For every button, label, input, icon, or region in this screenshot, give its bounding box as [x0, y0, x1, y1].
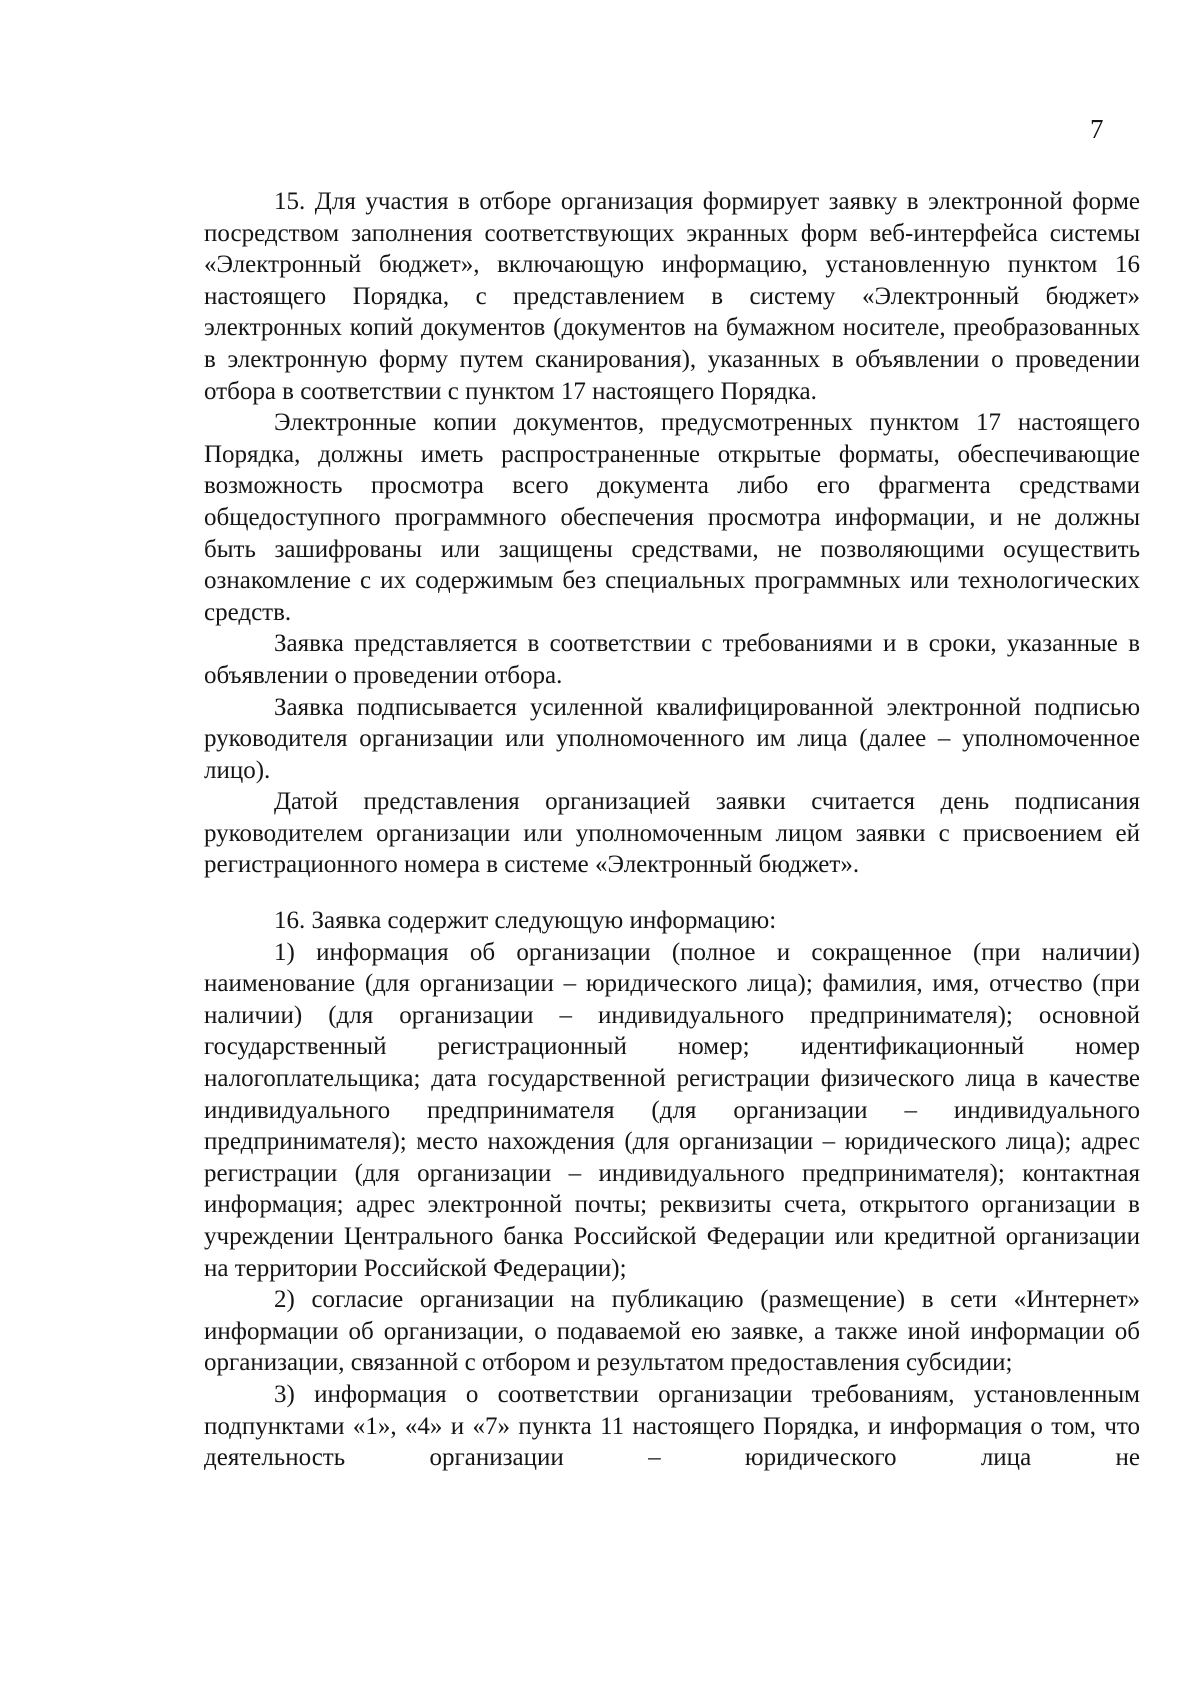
list-item-2-publication-consent: 2) согласие организации на публикацию (размещение) в сети «Интернет» информации об организации, о подаваемой ею заявке, а также иной информации об организации, связанной с отбором и результатом предоставления субсидии; [204, 1286, 1140, 1377]
section-gap [204, 881, 1140, 905]
page-number: 7 [1090, 114, 1104, 144]
list-item-1-organization-info: 1) информация об организации (полное и сокращенное (при наличии) наименование (для организации – юридического лица); фамилия, имя, отчество (при наличии) (для организации – индивидуального предпринимателя); основной государственный регистрационный номер; идентификационный номер налогоплательщика; дата государственной регистрации физического лица в качестве индивидуального предпринимателя (для организации – индивидуального предпринимателя); место нахождения (для организации – юридического лица); адрес регистрации (для организации – индивидуального предпринимателя); контактная информация; адрес электронной почты; реквизиты счета, открытого организации в учреждении Центрального банка Российской Федерации или кредитной организации на территории Российской Федерации); [204, 938, 1140, 1282]
paragraph-16-intro: 16. Заявка содержит следующую информацию: [274, 907, 777, 935]
document-body [204, 186, 1140, 1474]
paragraph-submission-date: Датой представления организацией заявки считается день подписания руководителем организации или уполномоченным лицом заявки с присвоением ей регистрационного номера в системе «Электронный бюджет». [204, 788, 1140, 879]
paragraph-submission-terms: Заявка представляется в соответствии с требованиями и в сроки, указанные в объявлении о проведении отбора. [204, 630, 1140, 689]
list-item-3-compliance-info: 3) информация о соответствии организации требованиям, установленным подпунктами «1», «4» и «7» пункта 11 настоящего Порядка, и информация о том, что деятельность организации – юридического лица не [204, 1380, 1140, 1472]
paragraph-15-application: 15. Для участия в отборе организация формирует заявку в электронной форме посредством заполнения соответствующих экранных форм веб-интерфейса системы «Электронный бюджет», включающую информацию, установленную пунктом 16 настоящего Порядка, с представлением в систему «Электронный бюджет» электронных копий документов (документов на бумажном носителе, преобразованных в электронную форму путем сканирования), указанных в объявлении о проведении отбора в соответствии с пунктом 17 настоящего Порядка. [204, 188, 1140, 405]
paragraph-signature: Заявка подписывается усиленной квалифицированной электронной подписью руководителя организации или уполномоченного им лица (далее – уполномоченное лицо). [204, 693, 1140, 784]
paragraph-electronic-copies: Электронные копии документов, предусмотренных пунктом 17 настоящего Порядка, должны иметь распространенные открытые форматы, обеспечивающие возможность просмотра всего документа либо его фрагмента средствами общедоступного программного обеспечения просмотра информации, и не должны быть зашифрованы или защищены средствами, не позволяющими осуществить ознакомление с их содержимым без специальных программных или технологических средств. [204, 409, 1140, 626]
